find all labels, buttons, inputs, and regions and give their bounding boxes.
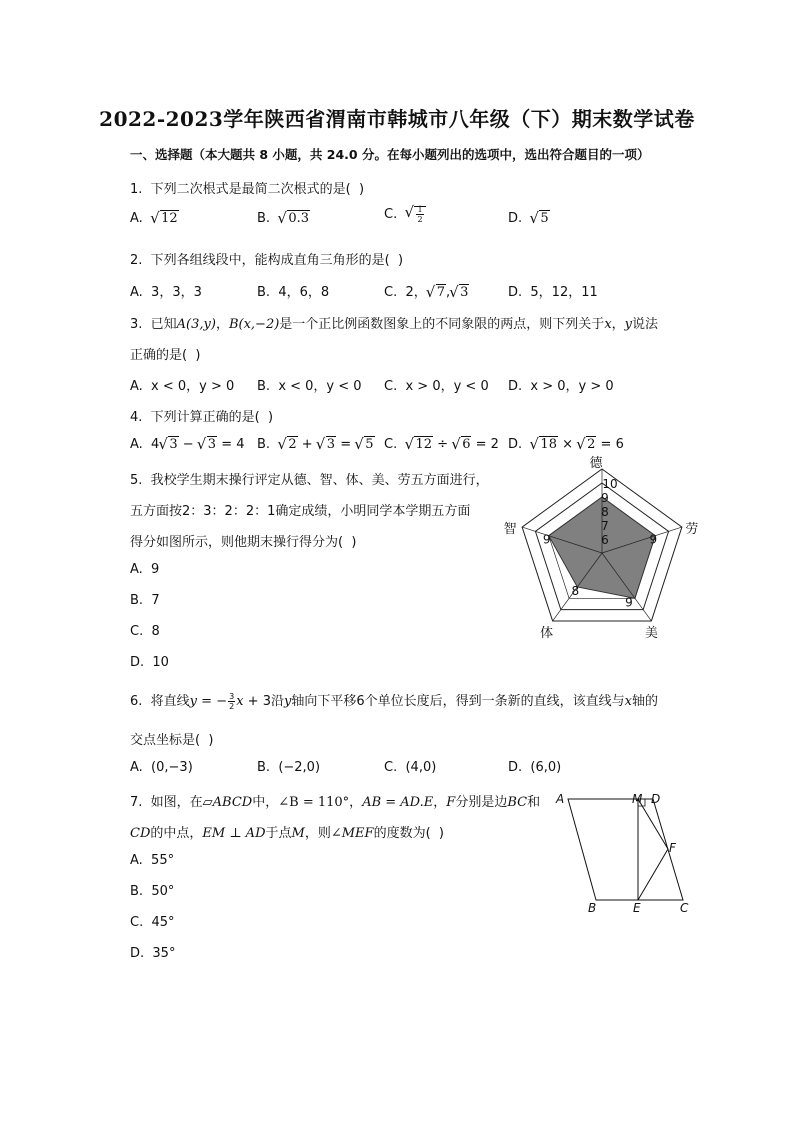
q3-stem-line1: 3. 已知A(3,y)，B(x,−2)是一个正比例函数图象上的不同象限的两点，则下列关于x，y说法: [130, 317, 659, 332]
q5-radar-chart: [503, 456, 705, 650]
q5-stem-line2: 五方面按2：3：2：2：1确定成绩，小明同学本学期五方面: [130, 504, 471, 519]
radar-axis-label: 德: [589, 456, 603, 471]
q7-option-b: B. 50°: [130, 884, 175, 899]
section-heading: 一、选择题（本大题共 8 小题，共 24.0 分。在每小题列出的选项中，选出符合题目的一项）: [130, 147, 650, 162]
q1-stem: 1. 下列二次根式是最简二次根式的是( ): [130, 182, 365, 197]
q3-stem-line2: 正确的是( ): [130, 348, 201, 363]
q3-option-a: A. x < 0，y > 0: [130, 379, 235, 394]
q5-option-c: C. 8: [130, 624, 160, 639]
q7-parallelogram-figure: [550, 788, 700, 918]
q3-option-c: C. x > 0，y < 0: [384, 379, 489, 394]
q4-option-a: A. 4√ 3 − √ 3 = 4: [130, 437, 245, 452]
q4-option-b: B. √ 2 + √ 3 = √ 5: [257, 437, 375, 452]
q6-option-b: B. (−2,0): [257, 760, 321, 775]
label-f: F: [669, 841, 676, 855]
q6-stem-line2: 交点坐标是( ): [130, 733, 214, 748]
q6-option-c: C. (4,0): [384, 760, 437, 775]
label-b: B: [588, 901, 597, 915]
q1-option-b: B. √ 0.3: [257, 211, 310, 226]
radar-axis-label: 体: [540, 625, 554, 641]
radar-axis-label: 美: [644, 625, 658, 641]
q5-option-d: D. 10: [130, 655, 169, 670]
q4-option-c: C. √ 12 ÷ √ 6 = 2: [384, 437, 499, 452]
q7-option-d: D. 35°: [130, 946, 176, 961]
q1-option-c: C. √ $\frac{1}{2}$: [384, 205, 426, 224]
radar-scale-label: 8: [601, 505, 609, 519]
radar-axis-label: 智: [503, 522, 517, 538]
q6-option-a: A. (0,−3): [130, 760, 193, 775]
q2-option-a: A. 3，3，3: [130, 285, 202, 300]
q1-option-d: D. √ 5: [508, 211, 550, 226]
q4-option-d: D. √ 18 × √ 2 = 6: [508, 437, 624, 452]
q2-option-c: C. 2，√ 7,√ 3: [384, 281, 469, 300]
q7-option-a: A. 55°: [130, 853, 175, 868]
q5-option-b: B. 7: [130, 593, 160, 608]
radar-value-label: 9: [649, 532, 658, 547]
q7-stem-line2: CD的中点，EM ⊥ AD于点M，则∠MEF的度数为( ): [130, 826, 444, 841]
parallelogram-abcd: [568, 799, 683, 900]
exam-title: 2022-2023学年陕西省渭南市韩城市八年级（下）期末数学试卷: [99, 107, 695, 131]
label-m: M: [632, 792, 643, 806]
radar-scale-label: 7: [601, 519, 609, 533]
q5-option-a: A. 9: [130, 562, 160, 577]
label-e: E: [633, 901, 641, 915]
q1-option-a: A. √ 12: [130, 211, 179, 226]
q7-option-c: C. 45°: [130, 915, 175, 930]
segment-mf: [638, 799, 668, 849]
q7-stem-line1: 7. 如图，在▱ABCD中，∠B = 110°，AB = AD.E，F分别是边BC和: [130, 795, 541, 810]
q6-option-d: D. (6,0): [508, 760, 562, 775]
radar-scale-label: 6: [601, 533, 609, 547]
q5-stem-line3: 得分如图所示，则他期末操行得分为( ): [130, 535, 357, 550]
q2-option-b: B. 4，6，8: [257, 285, 330, 300]
q2-option-d: D. 5，12，11: [508, 285, 598, 300]
radar-value-label: 9: [625, 595, 633, 610]
radar-scale-label: 9: [601, 491, 609, 505]
q6-stem-line1: 6. 将直线y = − $\frac{3}{2}$ x + 3沿y轴向下平移6个单位长度后，得到一条新的直线，该直线与x轴的: [130, 692, 658, 711]
radar-axis-label: 劳: [685, 522, 699, 538]
label-a: A: [556, 792, 565, 806]
q3-option-d: D. x > 0，y > 0: [508, 379, 614, 394]
radar-value-label: 9: [542, 532, 551, 547]
segment-ef: [638, 849, 668, 900]
q3-option-b: B. x < 0，y < 0: [257, 379, 362, 394]
q2-stem: 2. 下列各组线段中，能构成直角三角形的是( ): [130, 253, 404, 268]
label-d: D: [651, 792, 661, 806]
q5-stem-line1: 5. 我校学生期末操行评定从德、智、体、美、劳五方面进行，: [130, 473, 489, 488]
radar-value-label: 8: [571, 583, 580, 598]
radar-scale-label: 10: [602, 477, 618, 491]
label-c: C: [680, 901, 689, 915]
q4-stem: 4. 下列计算正确的是( ): [130, 410, 274, 425]
